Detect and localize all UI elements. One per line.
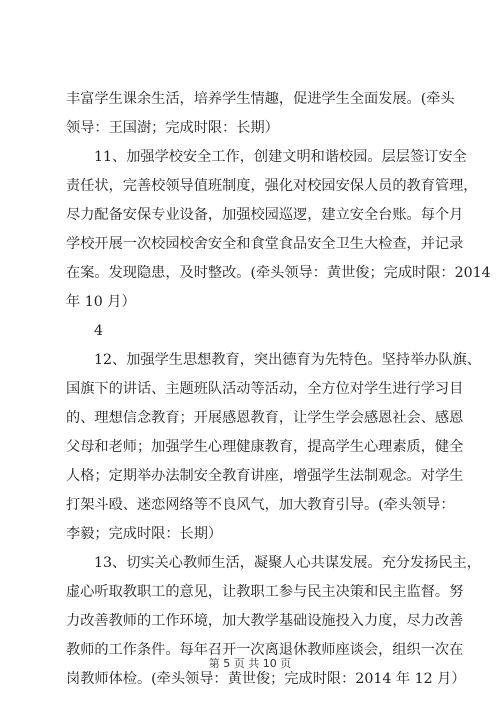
text-line: 教师的工作条件。每年召开一次离退休教师座谈会，组织一次在 [66,642,464,658]
page-footer: 第 5 页 共 10 页 [208,657,292,670]
text-line: 丰富学生课余生活，培养学生情趣，促进学生全面发展。(牵头 [66,91,455,107]
text-line: 责任状，完善校领导值班制度，强化对校园安保人员的教育管理， [66,178,478,194]
document-body [66,87,491,696]
text-line: 打架斗殴、迷恋网络等不良风气，加大教育引导。(牵头领导： [66,497,455,513]
text-line: 国旗下的讲话、主题班队活动等活动，全方位对学生进行学习目 [66,381,464,397]
text-line: 力改善教师的工作环境，加大教学基础设施投入力度，尽力改善 [66,613,464,629]
text-line: 领导：王国澍；完成时限：长期） [66,120,279,136]
text-line: 学校开展一次校园校舍安全和食堂食品安全卫生大检查，并记录 [66,236,464,252]
paragraph-start-line: 11、加强学校安全工作，创建文明和谐校园。层层签订安全 [94,149,467,165]
text-line: 李毅；完成时限：长期） [66,526,223,542]
text-line: 的、理想信念教育；开展感恩教育，让学生学会感恩社会、感恩 [66,410,464,426]
text-line: 父母和老师；加强学生心理健康教育，提高学生心理素质，健全 [66,439,464,455]
text-line: 岗教师体检。(牵头领导：黄世俊；完成时限：2014 年 12 月） [66,671,466,687]
text-line: 尽力配备安保专业设备，加强校园巡逻，建立安全台账。每个月 [66,207,464,223]
paragraph-start-line: 12、加强学生思想教育，突出德育为先特色。坚持举办队旗、 [94,352,481,368]
text-line: 在案。发现隐患，及时整改。(牵头领导：黄世俊；完成时限：2014 [66,265,491,281]
text-line: 年 10 月） [66,294,136,310]
paragraph-start-line: 13、切实关心教师生活，凝聚人心共谋发展。充分发扬民主， [94,555,481,571]
text-line: 虚心听取教职工的意见，让教职工参与民主决策和民主监督。努 [66,584,464,600]
page-number-inline: 4 [94,323,104,339]
text-line: 人格；定期举办法制安全教育讲座，增强学生法制观念。对学生 [66,468,464,484]
